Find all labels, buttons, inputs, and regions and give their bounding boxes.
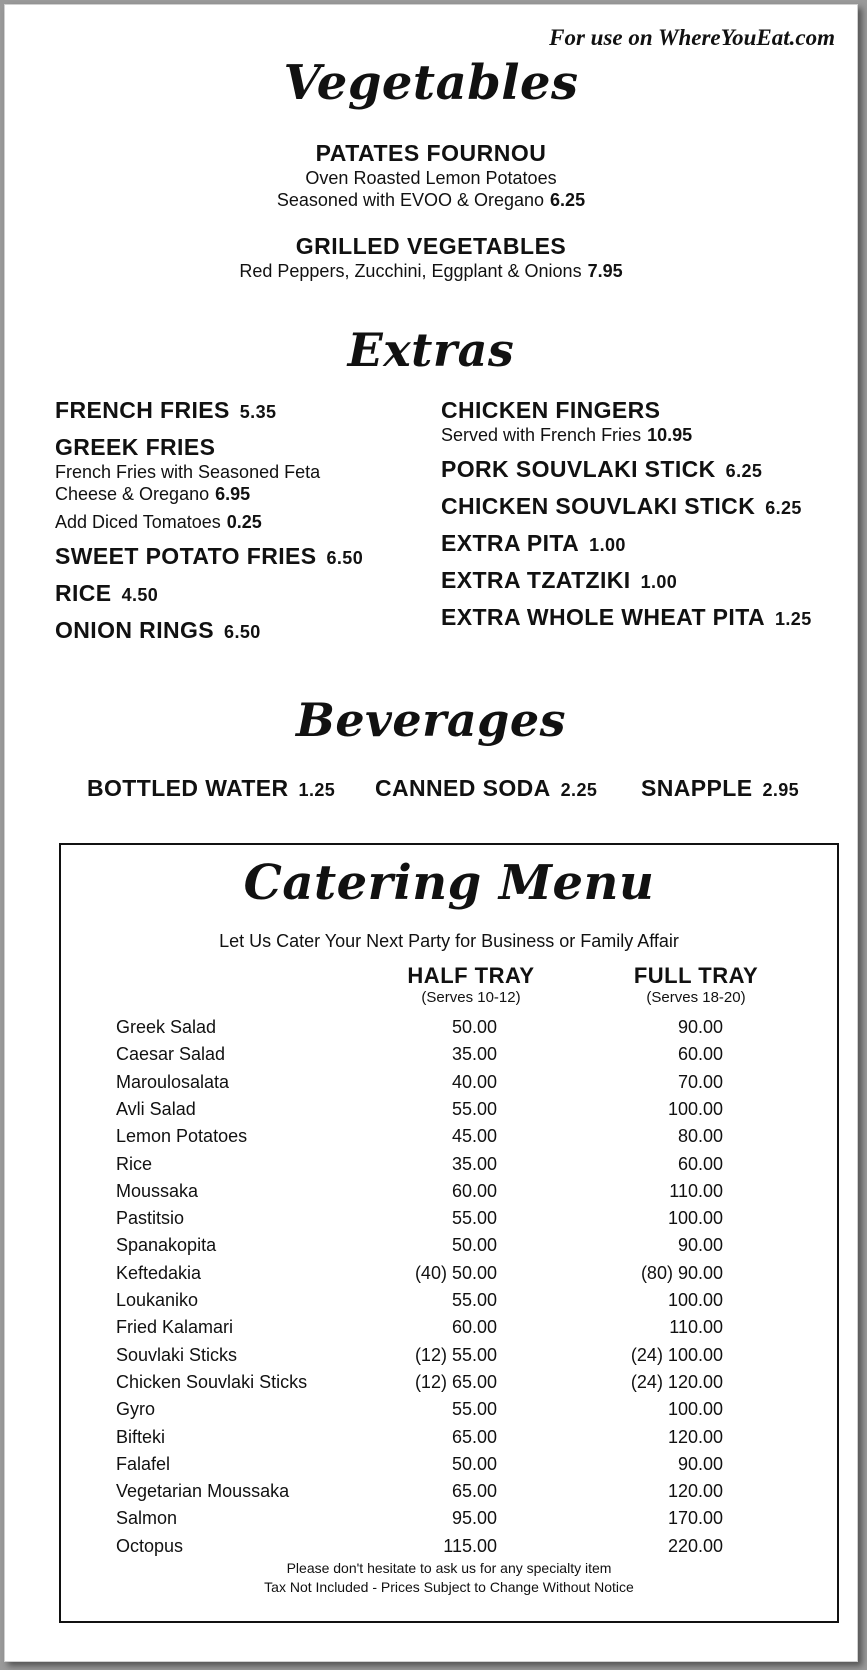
table-row bbox=[61, 1427, 837, 1454]
menu-item-grilled-vegetables bbox=[5, 233, 857, 282]
beverage-item: BOTTLED WATER 1.25 bbox=[87, 775, 336, 801]
beverage-item: SNAPPLE 2.95 bbox=[641, 775, 800, 801]
dish-name: Pastitsio bbox=[116, 1208, 185, 1229]
dish-name: Lemon Potatoes bbox=[116, 1126, 248, 1147]
specialty-note: Please don't hesitate to ask us for any specialty item bbox=[286, 1560, 612, 1576]
beverages-heading: Beverages bbox=[295, 693, 566, 747]
table-row bbox=[61, 1263, 837, 1290]
table-row bbox=[61, 1181, 837, 1208]
half-tray-price: 50.00 bbox=[451, 1453, 497, 1474]
item-description: Seasoned with EVOO & Oregano bbox=[276, 190, 545, 210]
item-addon: Add Diced Tomatoes 0.25 bbox=[55, 512, 262, 532]
half-tray-price: 40.00 bbox=[451, 1071, 497, 1092]
full-tray-price: 90.00 bbox=[677, 1017, 723, 1037]
item-description-line bbox=[5, 189, 857, 211]
item-description-line bbox=[5, 260, 857, 282]
catering-box bbox=[59, 843, 839, 1623]
table-row bbox=[61, 1372, 837, 1399]
half-tray-price: 45.00 bbox=[451, 1126, 497, 1147]
menu-item: SWEET POTATO FRIES 6.50 bbox=[55, 543, 364, 569]
half-tray-header bbox=[391, 963, 551, 1006]
half-tray-price: 35.00 bbox=[451, 1153, 497, 1174]
full-tray-price: 70.00 bbox=[677, 1071, 723, 1092]
half-tray-price: 60.00 bbox=[451, 1180, 497, 1201]
half-tray-price: (12) 55.00 bbox=[414, 1344, 497, 1365]
half-tray-price: 50.00 bbox=[451, 1017, 497, 1037]
table-row bbox=[61, 1099, 837, 1126]
table-row bbox=[61, 1508, 837, 1535]
full-tray-price: 60.00 bbox=[677, 1153, 723, 1174]
full-tray-price: 220.00 bbox=[667, 1535, 723, 1556]
item-description: French Fries with Seasoned Feta bbox=[55, 462, 321, 482]
full-tray-price: 110.00 bbox=[669, 1317, 723, 1338]
half-tray-price: (40) 50.00 bbox=[414, 1262, 497, 1283]
full-tray-price: 120.00 bbox=[667, 1426, 723, 1447]
menu-page bbox=[4, 4, 858, 1662]
half-tray-price: 95.00 bbox=[451, 1508, 497, 1529]
menu-item-patates-fournou bbox=[5, 140, 857, 211]
menu-item: EXTRA WHOLE WHEAT PITA 1.25 bbox=[441, 604, 812, 630]
item-price: 7.95 bbox=[587, 261, 623, 281]
half-tray-price: 50.00 bbox=[451, 1235, 497, 1256]
dish-name: Fried Kalamari bbox=[116, 1317, 234, 1338]
dish-name: Maroulosalata bbox=[116, 1071, 230, 1092]
dish-name: Falafel bbox=[116, 1453, 171, 1474]
half-tray-price: 65.00 bbox=[451, 1426, 497, 1447]
half-tray-serves: (Serves 10-12) bbox=[421, 989, 521, 1006]
dish-name: Spanakopita bbox=[116, 1235, 217, 1256]
extras-heading: Extras bbox=[347, 323, 515, 377]
full-tray-price: 100.00 bbox=[667, 1098, 723, 1119]
table-row bbox=[61, 1454, 837, 1481]
half-tray-price: 55.00 bbox=[451, 1098, 497, 1119]
catering-heading: Catering Menu bbox=[243, 855, 655, 911]
menu-item: CHICKEN FINGERS bbox=[441, 397, 661, 423]
full-tray-price: (24) 120.00 bbox=[630, 1371, 723, 1392]
table-row bbox=[61, 1481, 837, 1508]
item-price: 6.95 bbox=[215, 484, 251, 504]
item-description: Oven Roasted Lemon Potatoes bbox=[305, 168, 557, 188]
half-tray-price: 35.00 bbox=[451, 1044, 497, 1065]
table-row bbox=[61, 1017, 837, 1044]
addon-price: 0.25 bbox=[226, 512, 262, 532]
extras-left-column bbox=[55, 397, 415, 654]
full-tray-price: (24) 100.00 bbox=[630, 1344, 723, 1365]
menu-item: PORK SOUVLAKI STICK 6.25 bbox=[441, 456, 763, 482]
tax-note: Tax Not Included - Prices Subject to Change Without Notice bbox=[264, 1579, 634, 1595]
dish-name: Rice bbox=[116, 1153, 153, 1174]
table-row bbox=[61, 1317, 837, 1344]
full-tray-price: 80.00 bbox=[677, 1126, 723, 1147]
full-tray-price: 100.00 bbox=[667, 1290, 723, 1310]
table-row bbox=[61, 1290, 837, 1317]
half-tray-price: 65.00 bbox=[451, 1481, 497, 1502]
item-name: PATATES FOURNOU bbox=[315, 140, 547, 166]
menu-item: ONION RINGS 6.50 bbox=[55, 617, 261, 643]
full-tray-price: 170.00 bbox=[667, 1508, 723, 1529]
table-row bbox=[61, 1235, 837, 1262]
half-tray-price: 55.00 bbox=[451, 1399, 497, 1420]
menu-item: CHICKEN SOUVLAKI STICK 6.25 bbox=[441, 493, 802, 519]
item-name: GRILLED VEGETABLES bbox=[295, 233, 567, 259]
dish-name: Caesar Salad bbox=[116, 1044, 226, 1065]
menu-item: EXTRA TZATZIKI 1.00 bbox=[441, 567, 678, 593]
item-price: 6.25 bbox=[550, 190, 586, 210]
half-tray-price: (12) 65.00 bbox=[414, 1371, 497, 1392]
full-tray-price: 120.00 bbox=[667, 1481, 723, 1502]
full-tray-header bbox=[616, 963, 776, 1006]
half-tray-price: 60.00 bbox=[451, 1317, 497, 1338]
dish-name: Avli Salad bbox=[116, 1098, 196, 1119]
full-tray-price: 90.00 bbox=[677, 1453, 723, 1474]
table-row bbox=[61, 1072, 837, 1099]
half-tray-price: 55.00 bbox=[451, 1208, 497, 1229]
table-row bbox=[61, 1345, 837, 1372]
full-tray-price: 90.00 bbox=[677, 1235, 723, 1256]
table-row bbox=[61, 1044, 837, 1071]
menu-item: EXTRA PITA 1.00 bbox=[441, 530, 626, 556]
dish-name: Greek Salad bbox=[116, 1017, 217, 1037]
menu-item: FRENCH FRIES 5.35 bbox=[55, 397, 277, 423]
full-tray-title: FULL TRAY bbox=[633, 963, 759, 988]
dish-name: Souvlaki Sticks bbox=[116, 1344, 238, 1365]
full-tray-serves: (Serves 18-20) bbox=[646, 989, 746, 1006]
beverage-item: CANNED SODA 2.25 bbox=[375, 775, 598, 801]
dish-name: Salmon bbox=[116, 1508, 178, 1529]
dish-name: Gyro bbox=[116, 1399, 156, 1420]
full-tray-price: 100.00 bbox=[667, 1399, 723, 1420]
full-tray-price: 100.00 bbox=[667, 1208, 723, 1229]
menu-item: RICE 4.50 bbox=[55, 580, 159, 606]
full-tray-price: (80) 90.00 bbox=[640, 1262, 723, 1283]
catering-note bbox=[61, 1559, 837, 1597]
table-row bbox=[61, 1126, 837, 1153]
item-description: Red Peppers, Zucchini, Eggplant & Onions bbox=[239, 261, 582, 281]
dish-name: Octopus bbox=[116, 1535, 184, 1556]
watermark: For use on WhereYouEat.com bbox=[549, 25, 835, 50]
catering-subtitle: Let Us Cater Your Next Party for Business or Family Affair bbox=[219, 931, 679, 951]
dish-name: Chicken Souvlaki Sticks bbox=[116, 1371, 308, 1392]
dish-name: Loukaniko bbox=[116, 1290, 199, 1310]
dish-name: Keftedakia bbox=[116, 1262, 202, 1283]
menu-item: GREEK FRIES bbox=[55, 434, 216, 460]
table-row bbox=[61, 1208, 837, 1235]
table-row bbox=[61, 1154, 837, 1181]
half-tray-price: 115.00 bbox=[443, 1535, 497, 1556]
half-tray-title: HALF TRAY bbox=[407, 963, 535, 988]
half-tray-price: 55.00 bbox=[451, 1290, 497, 1310]
dish-name: Moussaka bbox=[116, 1180, 199, 1201]
extras-right-column bbox=[441, 397, 851, 641]
dish-name: Vegetarian Moussaka bbox=[116, 1481, 290, 1502]
item-description-line: Cheese & Oregano 6.95 bbox=[55, 484, 251, 504]
table-row bbox=[61, 1399, 837, 1426]
full-tray-price: 110.00 bbox=[669, 1180, 723, 1201]
item-description-line: Served with French Fries 10.95 bbox=[441, 425, 693, 445]
dish-name: Bifteki bbox=[116, 1426, 166, 1447]
full-tray-price: 60.00 bbox=[677, 1044, 723, 1065]
vegetables-heading: Vegetables bbox=[283, 55, 579, 111]
item-price: 10.95 bbox=[647, 425, 693, 445]
